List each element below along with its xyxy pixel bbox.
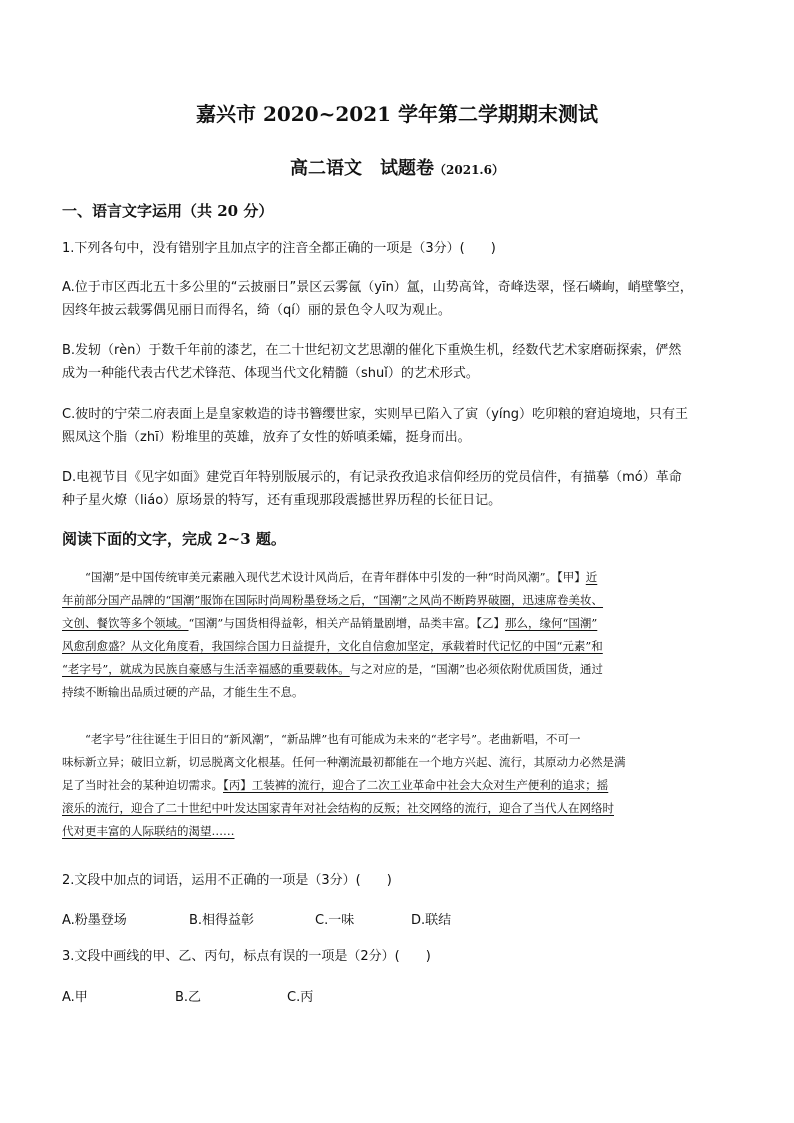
question-2-option-b: B.相得益彰 xyxy=(189,913,255,928)
question-2-option-a: A.粉墨登场 xyxy=(62,913,127,928)
subtitle-main: 高二语文 试题卷 xyxy=(290,158,435,179)
passage-1-line-5 xyxy=(62,658,742,681)
passage-1-line-1 xyxy=(62,566,742,589)
question-1-option-b xyxy=(62,339,742,385)
passage-1-line-1a: “国潮”是中国传统审美元素融入现代艺术设计风尚后，在青年群体中引发的一种“时尚风潮”。【甲】 xyxy=(85,570,586,584)
option-a-line-1: A.位于市区西北五十多公里的“云披丽日”景区云雾氤（yīn）氲，山势高耸，奇峰迭翠，怪石嶙峋，峭壁擎空， xyxy=(62,280,693,295)
question-3-option-c: C.丙 xyxy=(287,990,314,1005)
page-subtitle xyxy=(0,154,794,180)
passage-2-line-5: 代对更丰富的人际联结的渴望…… xyxy=(62,824,235,838)
question-1-option-a xyxy=(62,276,742,322)
question-1-option-d xyxy=(62,466,742,512)
passage-paragraph-1 xyxy=(62,566,742,704)
passage-1-line-3 xyxy=(62,612,742,635)
option-b-line-2: 成为一种能代表古代艺术锋范、体现当代文化精髓（shuǐ）的艺术形式。 xyxy=(62,366,479,381)
passage-1-line-4: 风愈刮愈盛？从文化角度看，我国综合国力日益提升，文化自信愈加坚定，承载着时代记忆的中国“元素”和 xyxy=(62,639,603,653)
option-b-line-1: B.发轫（rèn）于数千年前的漆艺，在二十世纪初文艺思潮的催化下重焕生机，经数代艺术家磨砺探索，俨然 xyxy=(62,343,682,358)
passage-2-line-2: 味标新立异；破旧立新，切忌脱离文化根基。任何一种潮流最初都能在一个地方兴起、流行，其原动力必然是满 xyxy=(62,755,626,769)
passage-2-line-3 xyxy=(62,774,742,797)
passage-2-line-3b: 【丙】工装裤的流行，迎合了二次工业革命中社会大众对生产便利的追求；摇 xyxy=(223,778,609,792)
reading-heading: 阅读下面的文字，完成 2~3 题。 xyxy=(62,530,286,548)
page-title: 嘉兴市 2020~2021 学年第二学期期末测试 xyxy=(195,102,598,126)
passage-2-line-3a: 足了当时社会的某种迫切需求。 xyxy=(62,778,223,792)
question-3-stem: 3.文段中画线的甲、乙、丙句，标点有误的一项是（2分）( ) xyxy=(62,949,431,964)
question-1-option-c xyxy=(62,403,742,449)
question-3-option-a: A.甲 xyxy=(62,990,88,1005)
passage-2-line-1: “老字号”往往诞生于旧日的“新风潮”，“新品牌”也有可能成为未来的“老字号”。老曲新唱，不可一 xyxy=(85,732,581,746)
option-d-line-2: 种子星火燎（liáo）原场景的特写，还有重现那段震撼世界历程的长征日记。 xyxy=(62,493,502,508)
option-a-line-2: 因终年披云载雾偶见丽日而得名，绮（qí）丽的景色令人叹为观止。 xyxy=(62,303,451,318)
option-c-line-2: 熙凤这个脂（zhī）粉堆里的英雄，放弃了女性的娇嗔柔孀，挺身而出。 xyxy=(62,430,471,445)
question-2-option-c: C.一味 xyxy=(315,913,355,928)
question-3-option-b: B.乙 xyxy=(175,990,202,1005)
passage-1-line-3c: 那么，缘何“国潮” xyxy=(505,616,598,630)
passage-1-line-2: 年前部分国产品牌的“国潮”服饰在国际时尚周粉墨登场之后，“国潮”之风尚不断跨界破圈，迅速席卷美妆、 xyxy=(62,593,604,607)
passage-paragraph-2 xyxy=(62,728,742,843)
passage-1-line-3a: 文创、餐饮等多个领域。 xyxy=(62,616,189,630)
section-heading: 一、语言文字运用（共 20 分） xyxy=(62,202,274,220)
question-2-option-d: D.联结 xyxy=(411,913,452,928)
passage-1-line-1b: 近 xyxy=(585,570,598,584)
question-2-stem: 2.文段中加点的词语，运用不正确的一项是（3分）( ) xyxy=(62,873,392,888)
passage-2-line-4: 滚乐的流行，迎合了二十世纪中叶发达国家青年对社会结构的反叛；社交网络的流行，迎合了当代人在网络时 xyxy=(62,801,614,815)
passage-1-line-5a: “老字号”，就成为民族自豪感与生活幸福感的重要载体。 xyxy=(62,662,350,676)
question-1-stem: 1.下列各句中，没有错别字且加点字的注音全都正确的一项是（3分）( ) xyxy=(62,241,496,256)
passage-1-line-5b: 与之对应的是，“国潮”也必须依附优质国货，通过 xyxy=(349,662,604,676)
subtitle-date: （2021.6） xyxy=(434,163,504,177)
passage-1-line-3b: “国潮”与国货相得益彰，相关产品销量剧增，品类丰富。【乙】 xyxy=(188,616,506,630)
option-c-line-1: C.彼时的宁荣二府表面上是皇家敕造的诗书簪缨世家，实则早已陷入了寅（yíng）吃卯粮的窘迫境地，只有王 xyxy=(62,407,689,422)
option-d-line-1: D.电视节目《见字如面》建党百年特别版展示的，有记录孜孜追求信仰经历的党员信件，有描摹（mó）革命 xyxy=(62,470,682,485)
passage-1-line-6: 持续不断输出品质过硬的产品，才能生生不息。 xyxy=(62,685,304,699)
